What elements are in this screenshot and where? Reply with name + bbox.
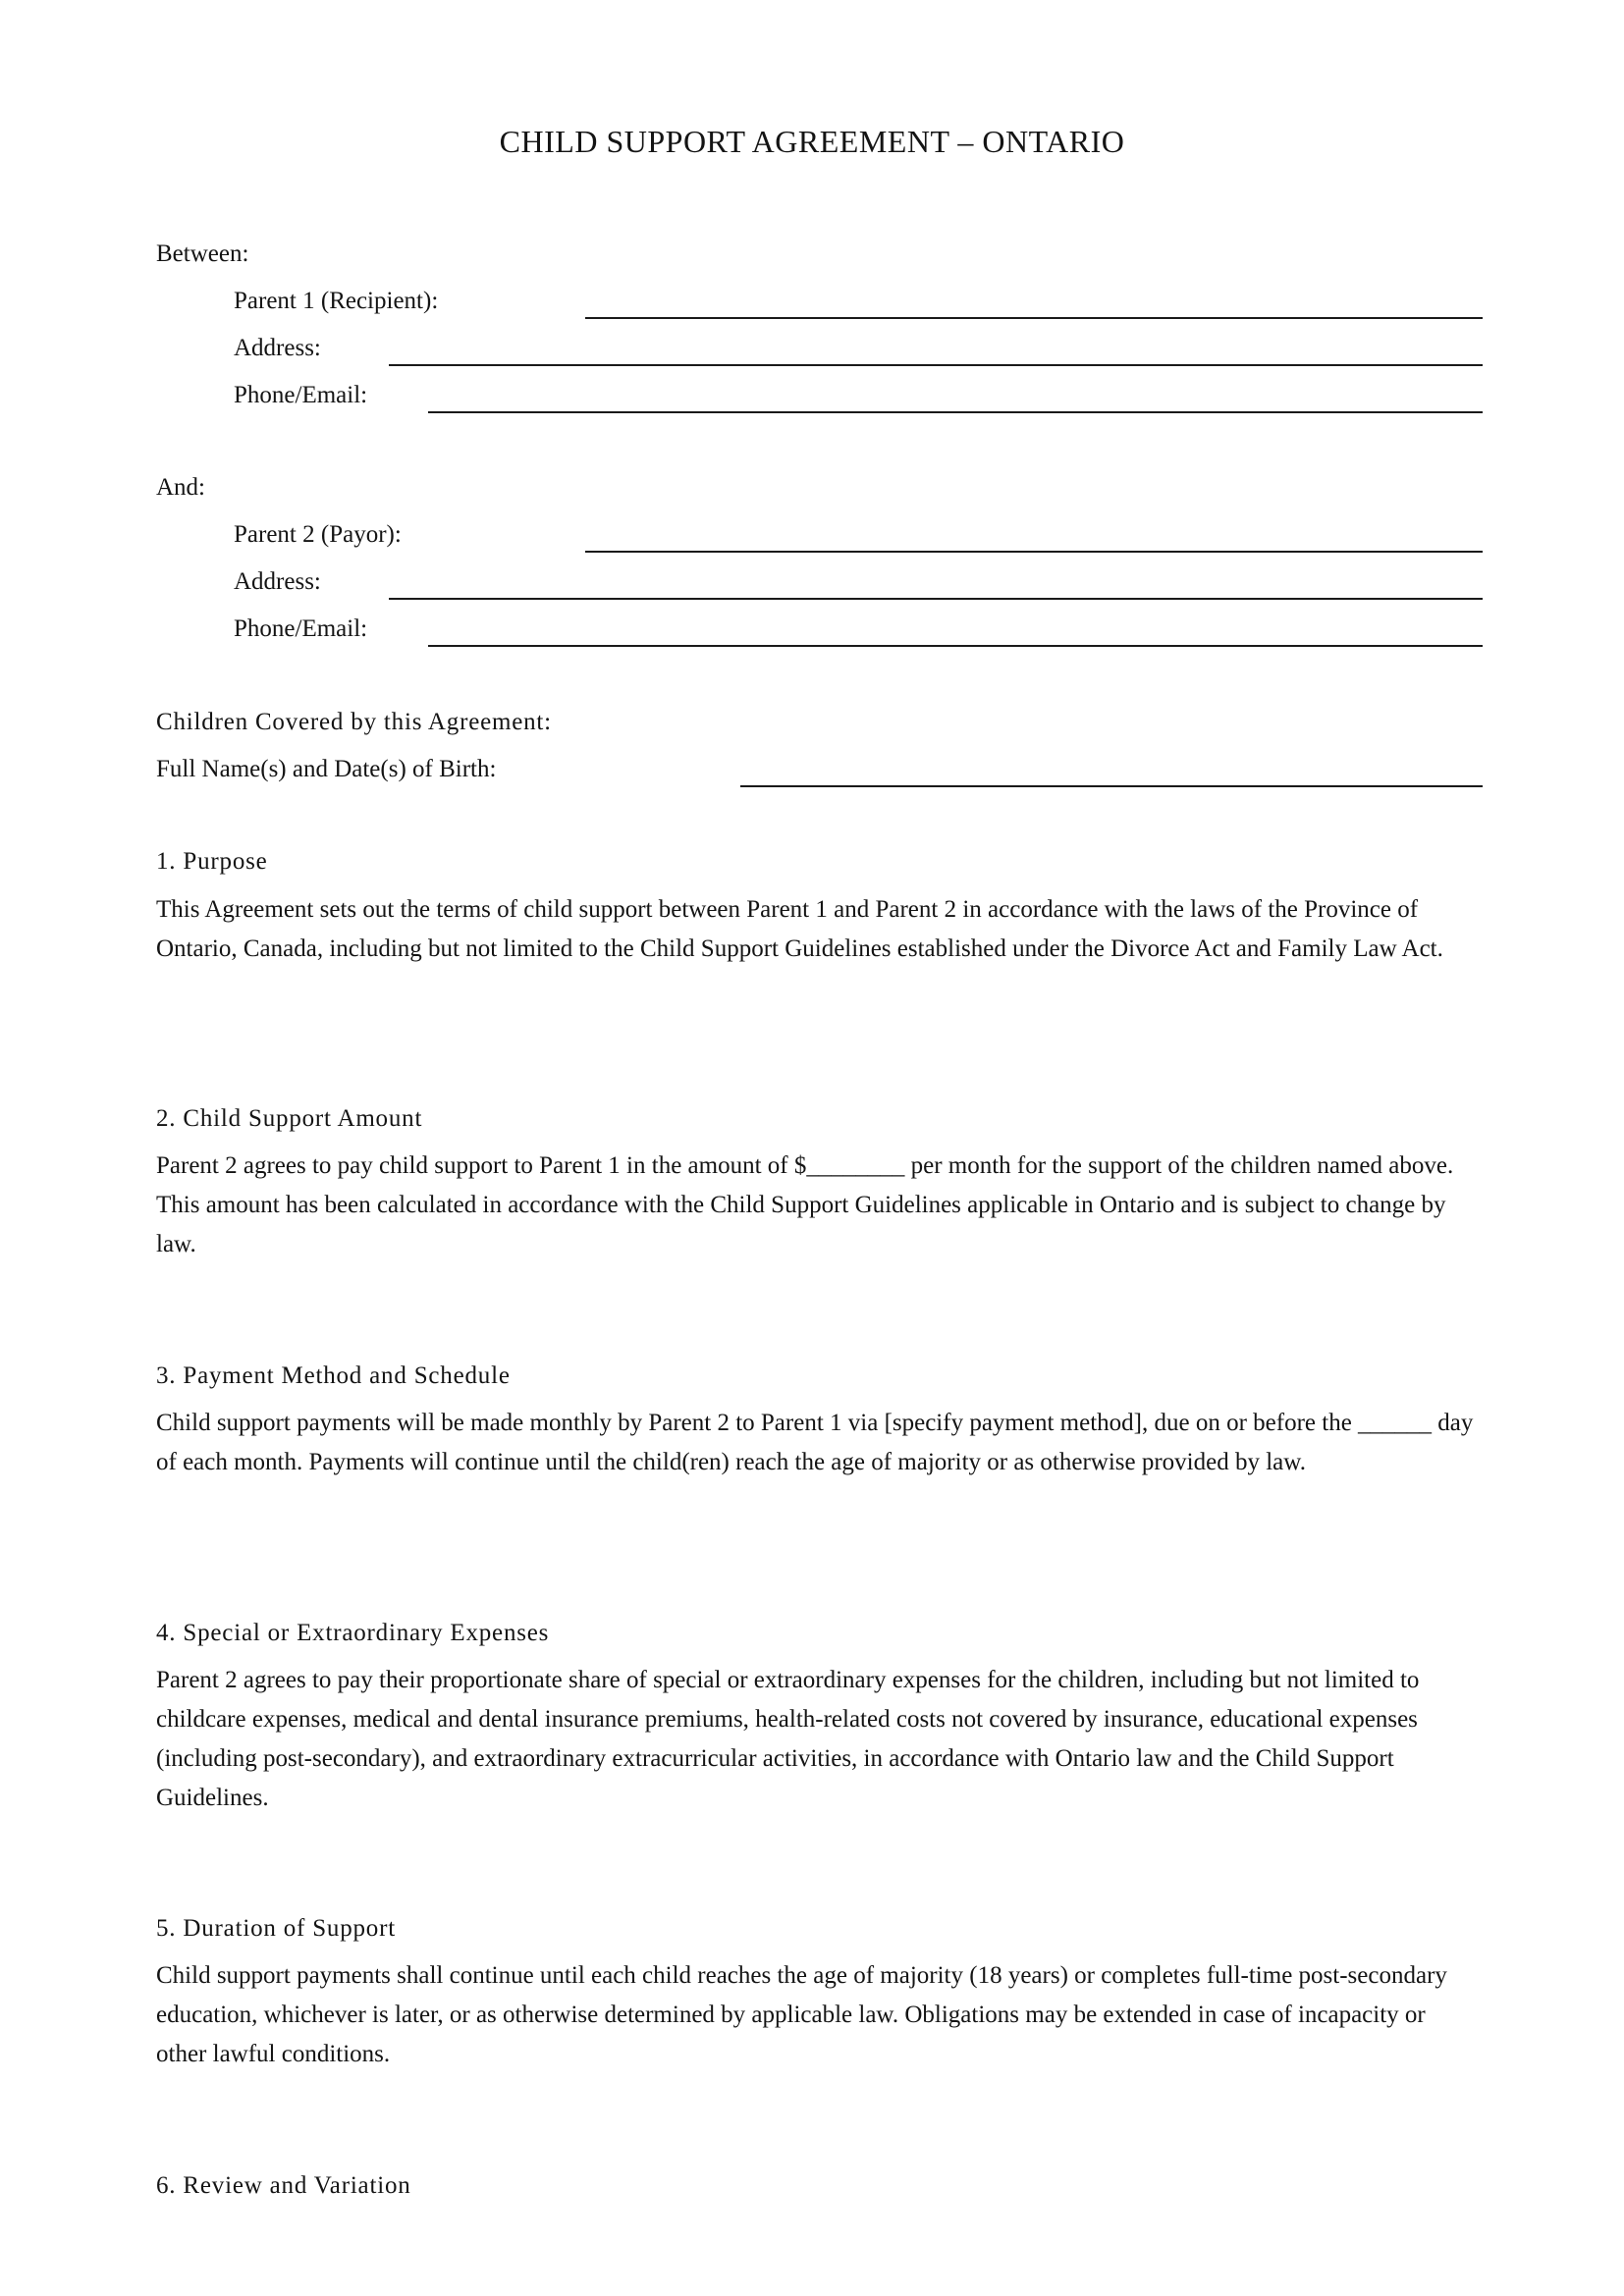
parent2-address-label: Address:	[234, 568, 321, 595]
parent2-name-field[interactable]	[585, 551, 1483, 553]
parent1-contact-label: Phone/Email:	[234, 382, 368, 408]
parent2-contact-field[interactable]	[428, 645, 1483, 647]
children-names-field[interactable]	[740, 785, 1483, 787]
section-body-support-amount: Parent 2 agrees to pay child support to Parent 1 in the amount of $________ per month for the support of the children named above. This amount has been calculated in accordance with the Child Support Guidelines applicable in Ontario and is subject to change by law.	[156, 1152, 1454, 1257]
section-heading-purpose: 1. Purpose	[156, 848, 268, 875]
parent1-address-field[interactable]	[389, 364, 1483, 366]
children-heading: Children Covered by this Agreement:	[156, 709, 552, 735]
parent1-name-field[interactable]	[585, 317, 1483, 319]
document-title: CHILD SUPPORT AGREEMENT – ONTARIO	[499, 124, 1125, 159]
children-names-label: Full Name(s) and Date(s) of Birth:	[156, 756, 497, 782]
section-body-duration: Child support payments shall continue until each child reaches the age of majority (18 years) or completes full-time post-secondary education, whichever is later, or as otherwise determined by applicable law. Obligations may be extended in case of incapacity or other lawful conditions.	[156, 1962, 1447, 2067]
section-heading-duration: 5. Duration of Support	[156, 1915, 396, 1942]
parent2-name-label: Parent 2 (Payor):	[234, 521, 402, 548]
parent2-address-field[interactable]	[389, 598, 1483, 600]
parent1-name-label: Parent 1 (Recipient):	[234, 288, 439, 314]
section-heading-review: 6. Review and Variation	[156, 2172, 411, 2199]
section-body-payment-method: Child support payments will be made monthly by Parent 2 to Parent 1 via [specify payment method], due on or before the ______ day of each month. Payments will continue until the child(ren) reach the age of majority or as otherwise provided by law.	[156, 1410, 1474, 1475]
section-body-special-expenses: Parent 2 agrees to pay their proportionate share of special or extraordinary expenses for the children, including but not limited to childcare expenses, medical and dental insurance premiums, health-related costs not covered by insurance, educational expenses (including post-secondary), and extraordinary extracurricular activities, in accordance with Ontario law and the Child Support Guidelines.	[156, 1667, 1420, 1811]
section-heading-special-expenses: 4. Special or Extraordinary Expenses	[156, 1620, 550, 1646]
parent1-address-label: Address:	[234, 335, 321, 361]
between-label: Between:	[156, 240, 249, 267]
parent2-contact-label: Phone/Email:	[234, 615, 368, 642]
and-label: And:	[156, 474, 205, 501]
parent1-contact-field[interactable]	[428, 411, 1483, 413]
section-heading-support-amount: 2. Child Support Amount	[156, 1105, 423, 1132]
section-heading-payment-method: 3. Payment Method and Schedule	[156, 1362, 511, 1389]
section-body-purpose: This Agreement sets out the terms of child support between Parent 1 and Parent 2 in accordance with the laws of the Province of Ontario, Canada, including but not limited to the Child Support Guidelines established under the Divorce Act and Family Law Act.	[156, 896, 1443, 962]
